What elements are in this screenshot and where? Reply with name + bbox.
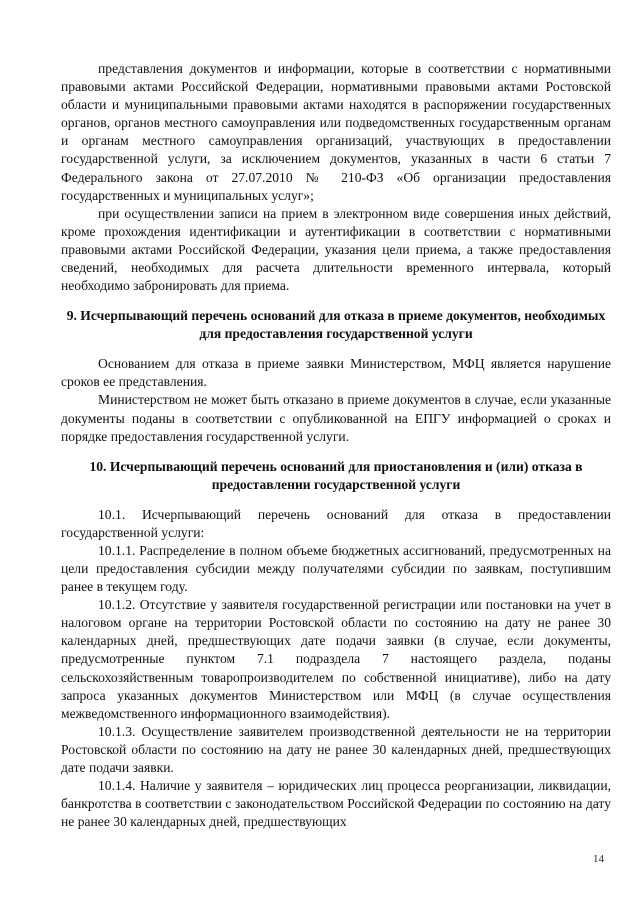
page-number: 14 (593, 853, 604, 865)
paragraph-continuation: представления документов и информации, которые в соответствии с нормативными правовыми актами Российской Федерации, нормативными правовыми актами Ростовской области и муниципальными правовыми актами находятся в распоряжении государственных органов, органов местного самоуправления или подведомственных государственным органам и органам местного самоуправления организаций, участвующих в предоставлении государственной услуги, за исключением документов, указанных в части 6 статьи 7 Федерального закона от 27.07.2010 № 210-ФЗ «Об организации предоставления государственных и муниципальных услуг»; (61, 61, 611, 203)
clause-10-1-3: 10.1.3. Осуществление заявителем производственной деятельности не на территории Ростовской области по состоянию на дату не ранее 30 календарных дней, предшествующих дате подачи заявки. (61, 723, 611, 775)
section-9-paragraph: Основанием для отказа в приеме заявки Министерством, МФЦ является нарушение сроков ее представления. (61, 356, 611, 390)
clause-10-1: 10.1. Исчерпывающий перечень оснований для отказа в предоставлении государственной услуги: (61, 506, 611, 540)
section-9-paragraph: Министерством не может быть отказано в приеме документов в случае, если указанные документы поданы в соответствии с опубликованной на ЕПГУ информацией о сроках и порядке предоставления государственной услуги. (61, 392, 611, 444)
paragraph-electronic-appointment: при осуществлении записи на прием в электронном виде совершения иных действий, кроме прохождения идентификации и аутентификации в соответствии с нормативными правовыми актами Российской Федерации, указания цели приема, а также предоставления сведений, необходимых для расчета длительности временного интервала, который необходимо забронировать для приема. (61, 205, 611, 294)
section-9-heading: 9. Исчерпывающий перечень оснований для отказа в приеме документов, необходимых для предоставления государственной услуги (66, 308, 606, 342)
section-10-heading: 10. Исчерпывающий перечень оснований для приостановления и (или) отказа в предоставлении государственной услуги (89, 458, 583, 492)
clause-10-1-1: 10.1.1. Распределение в полном объеме бюджетных ассигнований, предусмотренных на цели предоставления субсидии между получателями субсидии по заявкам, поступившим ранее в текущем году. (61, 542, 611, 595)
page-content (61, 60, 611, 831)
clause-10-1-4: 10.1.4. Наличие у заявителя – юридических лиц процесса реорганизации, ликвидации, банкротства в соответствии с законодательством Российской Федерации по состоянию на дату не ранее 30 календарных дней, предшествующих (61, 778, 611, 830)
clause-10-1-2: 10.1.2. Отсутствие у заявителя государственной регистрации или постановки на учет в налоговом органе на территории Ростовской области по состоянию на дату не ранее 30 календарных дней, предшествующих дате подачи заявки (в случае, если документы, предусмотренные пунктом 7.1 подраздела 7 настоящего раздела, поданы сельскохозяйственным товаропроизводителем по собственной инициативе), либо на дату запроса указанных документов Министерством или МФЦ (в случае осуществления межведомственного информационного взаимодействия). (61, 597, 611, 721)
